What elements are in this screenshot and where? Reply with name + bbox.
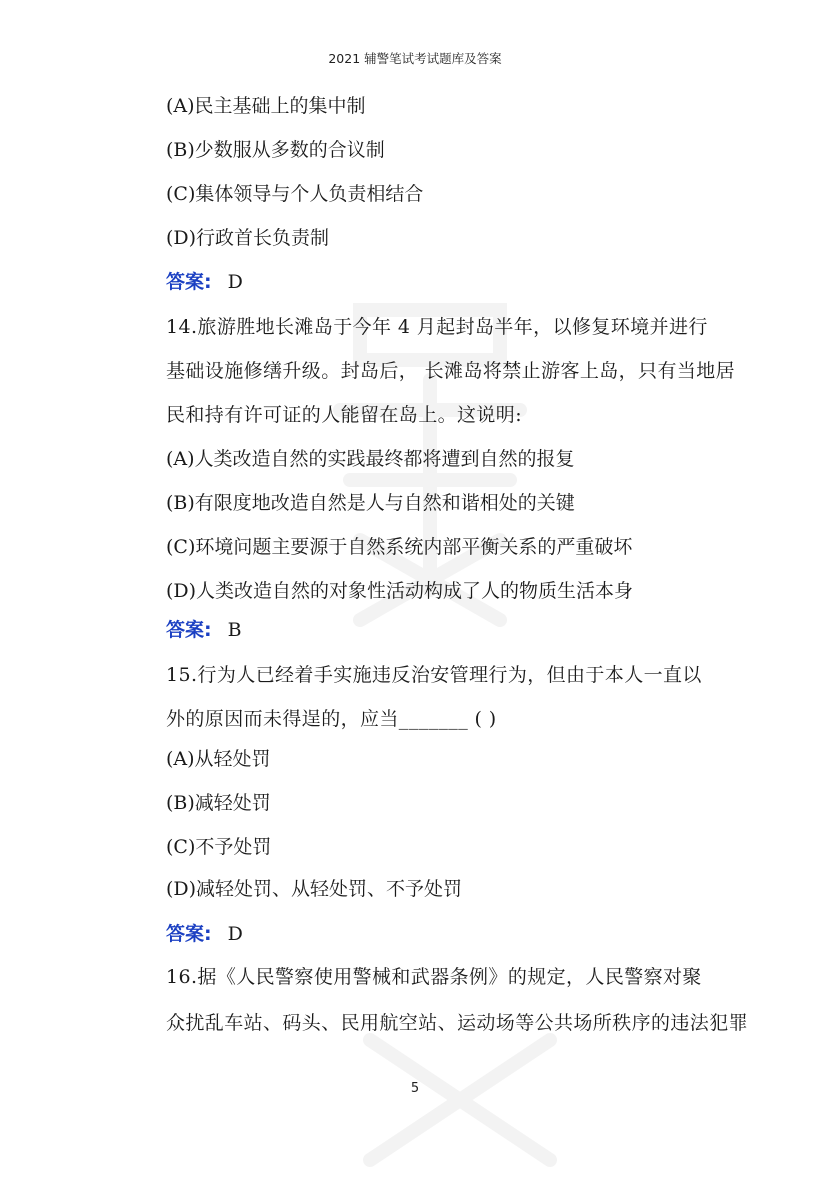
q13-option-d: (D)行政首长负责制 (166, 227, 330, 249)
q15-option-d: (D)减轻处罚、从轻处罚、不予处罚 (166, 878, 463, 900)
answer-value: D (227, 923, 243, 945)
q15-option-c: (C)不予处罚 (166, 836, 272, 858)
q15-stem-line: 外的原因而未得逞的，应当_______ ( ) (166, 708, 497, 730)
answer-label: 答案: (166, 619, 212, 641)
q14-answer (166, 617, 242, 643)
q15-stem-line: 15.行为人已经着手实施违反治安管理行为，但由于本人一直以 (166, 664, 702, 686)
answer-value: D (227, 271, 243, 293)
q13-option-b: (B)少数服从多数的合议制 (166, 139, 385, 161)
q13-option-c: (C)集体领导与个人负责相结合 (166, 183, 424, 205)
q14-option-a: (A)人类改造自然的实践最终都将遭到自然的报复 (166, 448, 575, 470)
q16-stem-line: 众扰乱车站、码头、民用航空站、运动场等公共场所秩序的违法犯罪 (166, 1012, 749, 1034)
q14-stem-line: 基础设施修缮升级。封岛后， 长滩岛将禁止游客上岛，只有当地居 (166, 360, 736, 382)
q14-stem-line: 民和持有许可证的人能留在岛上。这说明: (166, 404, 523, 426)
answer-label: 答案: (166, 923, 212, 945)
answer-label: 答案: (166, 271, 212, 293)
answer-value: B (227, 619, 242, 641)
q15-option-b: (B)减轻处罚 (166, 792, 271, 814)
page-header: 2021 辅警笔试考试题库及答案 (328, 51, 502, 66)
q14-stem-line: 14.旅游胜地长滩岛于今年 4 月起封岛半年，以修复环境并进行 (166, 316, 708, 338)
q14-option-c: (C)环境问题主要源于自然系统内部平衡关系的严重破坏 (166, 536, 633, 558)
q15-answer (166, 921, 243, 947)
q16-stem-line: 16.据《人民警察使用警械和武器条例》的规定，人民警察对聚 (166, 966, 702, 988)
q14-option-d: (D)人类改造自然的对象性活动构成了人的物质生活本身 (166, 580, 634, 602)
q15-option-a: (A)从轻处罚 (166, 748, 271, 770)
q14-option-b: (B)有限度地改造自然是人与自然和谐相处的关键 (166, 492, 575, 514)
q13-answer (166, 269, 243, 295)
page-number: 5 (410, 1081, 420, 1096)
q13-option-a: (A)民主基础上的集中制 (166, 95, 366, 117)
